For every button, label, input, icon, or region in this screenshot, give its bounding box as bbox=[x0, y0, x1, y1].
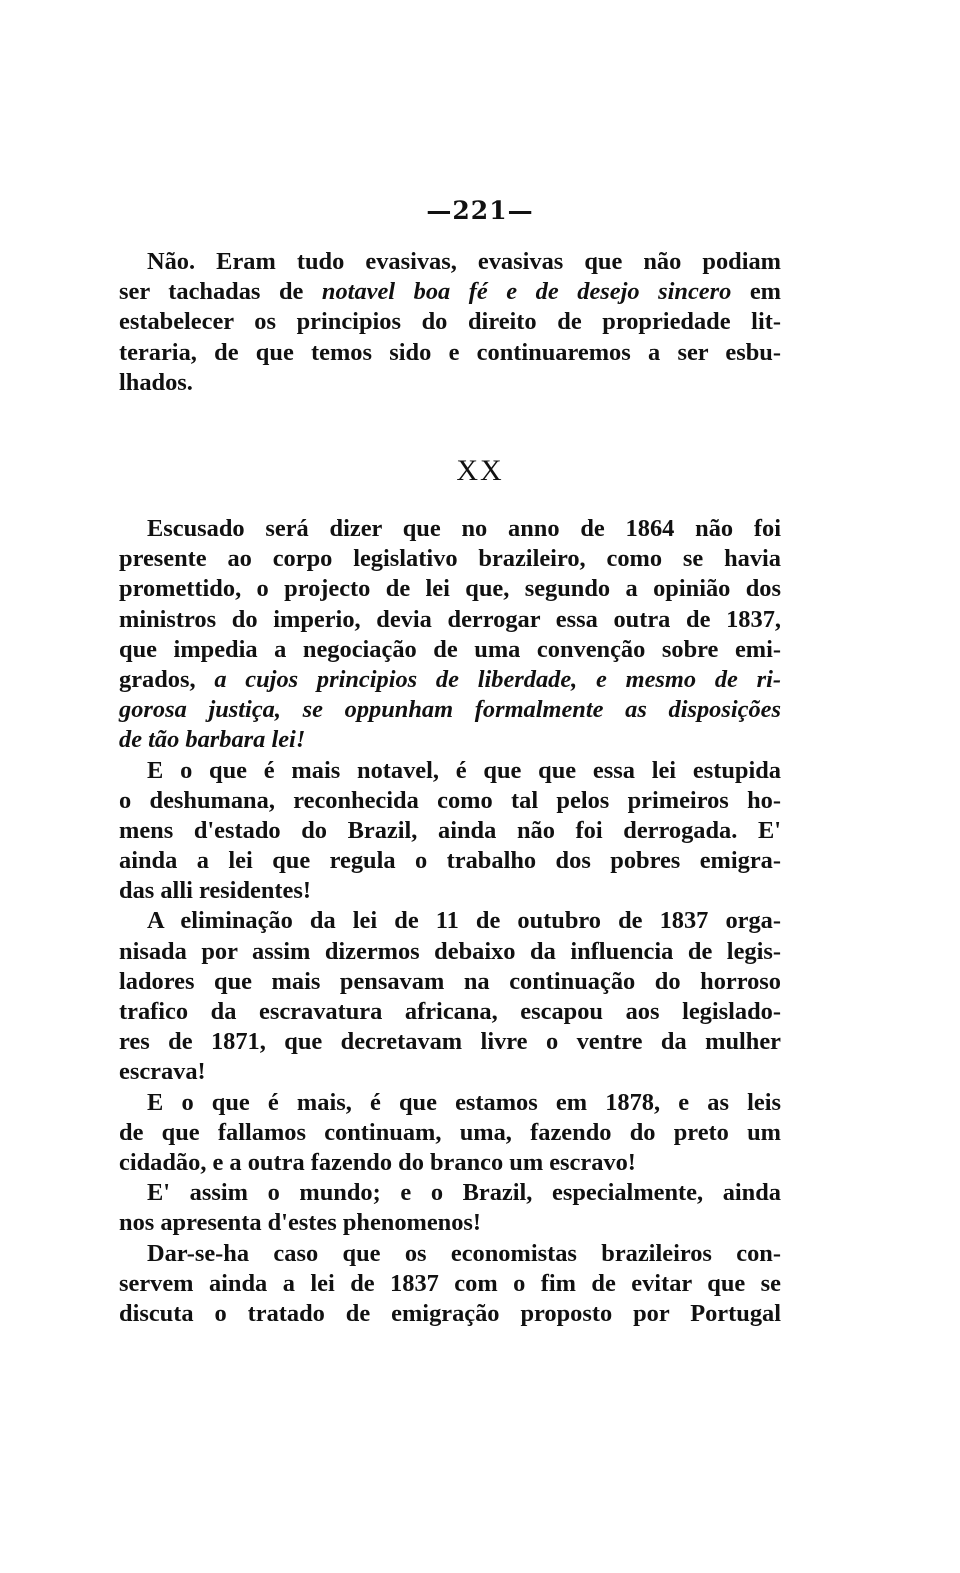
text-line: E' assim o mundo; e o Brazil, especialmente, ainda bbox=[147, 1179, 781, 1207]
text-line: servem ainda a lei de 1837 com o fim de evitar que se bbox=[119, 1269, 781, 1297]
text-line: de tão barbara lei! bbox=[119, 726, 306, 754]
text-line: estabelecer os principios do direito de propriedade lit- bbox=[119, 308, 781, 336]
text-line: ainda a lei que regula o trabalho dos pobres emigra- bbox=[119, 847, 781, 875]
text-line: ministros do imperio, devia derrogar essa outra de 1837, bbox=[119, 605, 781, 633]
section-body bbox=[119, 514, 781, 1329]
text-line: das alli residentes! bbox=[119, 877, 311, 905]
paragraph bbox=[119, 756, 781, 907]
text-line: trafico da escravatura africana, escapou aos legislado- bbox=[119, 998, 781, 1025]
text-line: nos apresenta d'estes phenomenos! bbox=[119, 1209, 482, 1237]
paragraph bbox=[119, 906, 781, 1087]
text-line: o deshumana, reconhecida como tal pelos primeiros ho- bbox=[119, 786, 781, 814]
text-line: presente ao corpo legislativo brazileiro, como se havia bbox=[119, 545, 781, 573]
page-number: —221— bbox=[426, 196, 534, 225]
paragraph bbox=[119, 1178, 781, 1238]
text-line: nisada por assim dizermos debaixo da influencia de legis- bbox=[119, 937, 781, 965]
text-line: escrava! bbox=[119, 1058, 206, 1086]
text-line: cidadão, e a outra fazendo do branco um escravo! bbox=[119, 1148, 636, 1176]
text-line: lhados. bbox=[119, 368, 193, 396]
text-line: Não. Eram tudo evasivas, evasivas que não podiam bbox=[147, 248, 781, 275]
text-line: ladores que mais pensavam na continuação do horroso bbox=[119, 967, 781, 995]
section-heading: XX bbox=[456, 454, 504, 487]
intro-paragraph bbox=[119, 247, 781, 398]
text-line: mens d'estado do Brazil, ainda não foi derrogada. E' bbox=[119, 816, 781, 844]
paragraph bbox=[119, 514, 781, 756]
text-line: Escusado será dizer que no anno de 1864 não foi bbox=[147, 515, 781, 542]
text-line: discuta o tratado de emigração proposto por Portugal bbox=[119, 1299, 781, 1327]
text-line: gorosa justiça, se oppunham formalmente as disposições bbox=[119, 696, 781, 724]
paragraph bbox=[119, 1088, 781, 1179]
text-line: de que fallamos continuam, uma, fazendo do preto um bbox=[119, 1118, 781, 1146]
text-line: promettido, o projecto de lei que, segundo a opinião dos bbox=[119, 575, 781, 603]
text-line: E o que é mais, é que estamos em 1878, e as leis bbox=[147, 1088, 781, 1116]
text-line: teraria, de que temos sido e continuaremos a ser esbu- bbox=[119, 338, 781, 366]
text-line: E o que é mais notavel, é que que essa lei estupida bbox=[147, 756, 781, 784]
text-line: ser tachadas de notavel boa fé e de desejo sincero em bbox=[119, 278, 781, 306]
text-line: A eliminação da lei de 11 de outubro de 1837 orga- bbox=[147, 907, 781, 935]
text-line: grados, a cujos principios de liberdade, e mesmo de ri- bbox=[119, 665, 781, 693]
paragraph bbox=[119, 1239, 781, 1330]
text-line: que impedia a negociação de uma convenção sobre emi- bbox=[119, 635, 781, 663]
text-line: Dar-se-ha caso que os economistas brazileiros con- bbox=[147, 1239, 781, 1267]
text-line: res de 1871, que decretavam livre o ventre da mulher bbox=[119, 1028, 781, 1056]
